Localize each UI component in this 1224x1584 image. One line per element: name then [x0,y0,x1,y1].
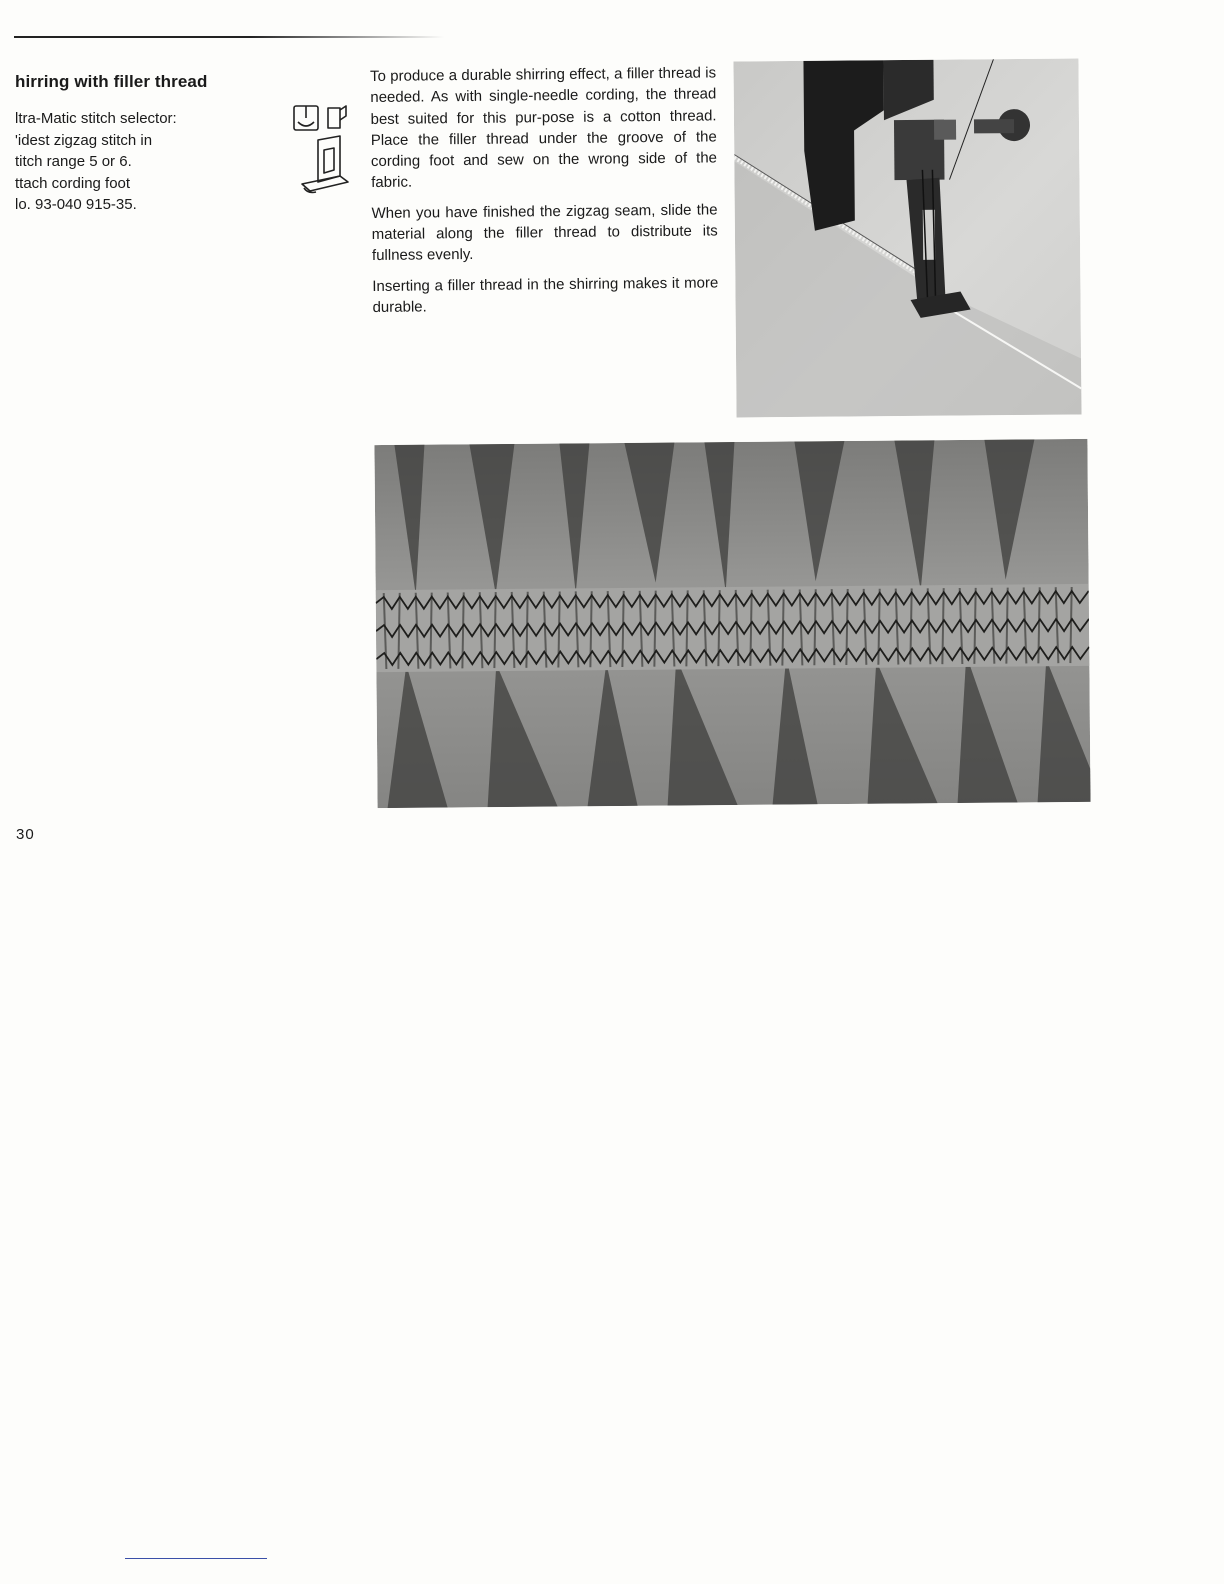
footer-rule [125,1558,267,1559]
body-text [370,62,719,327]
note-line: 'idest zigzag stitch in [15,131,153,149]
note-line: ltra-Matic stitch selector: [15,110,177,127]
top-rule [14,36,444,38]
note-line: titch range 5 or 6. [15,153,132,170]
paragraph: Inserting a filler thread in the shirring makes it more durable. [372,274,719,316]
paragraph: To produce a durable shirring effect, a filler thread is needed. As with single-needle cording, the thread best suited for this pur-pose is a cotton thread. Place the filler thread under the groove of the cording foot and sew on the wrong side of the fabric. [370,64,718,192]
shirred-fabric-photo [374,439,1090,808]
settings-notes [15,108,245,216]
cording-presser-foot-icon [290,100,354,196]
section-heading: hirring with filler thread [15,72,208,91]
sewing-foot-photo [733,59,1081,418]
page-number: 30 [16,826,35,843]
paragraph: When you have finished the zigzag seam, slide the material along the filler thread to distribute its fullness evenly. [371,201,718,265]
note-line: lo. 93-040 915-35. [15,196,137,213]
note-line: ttach cording foot [15,174,131,192]
